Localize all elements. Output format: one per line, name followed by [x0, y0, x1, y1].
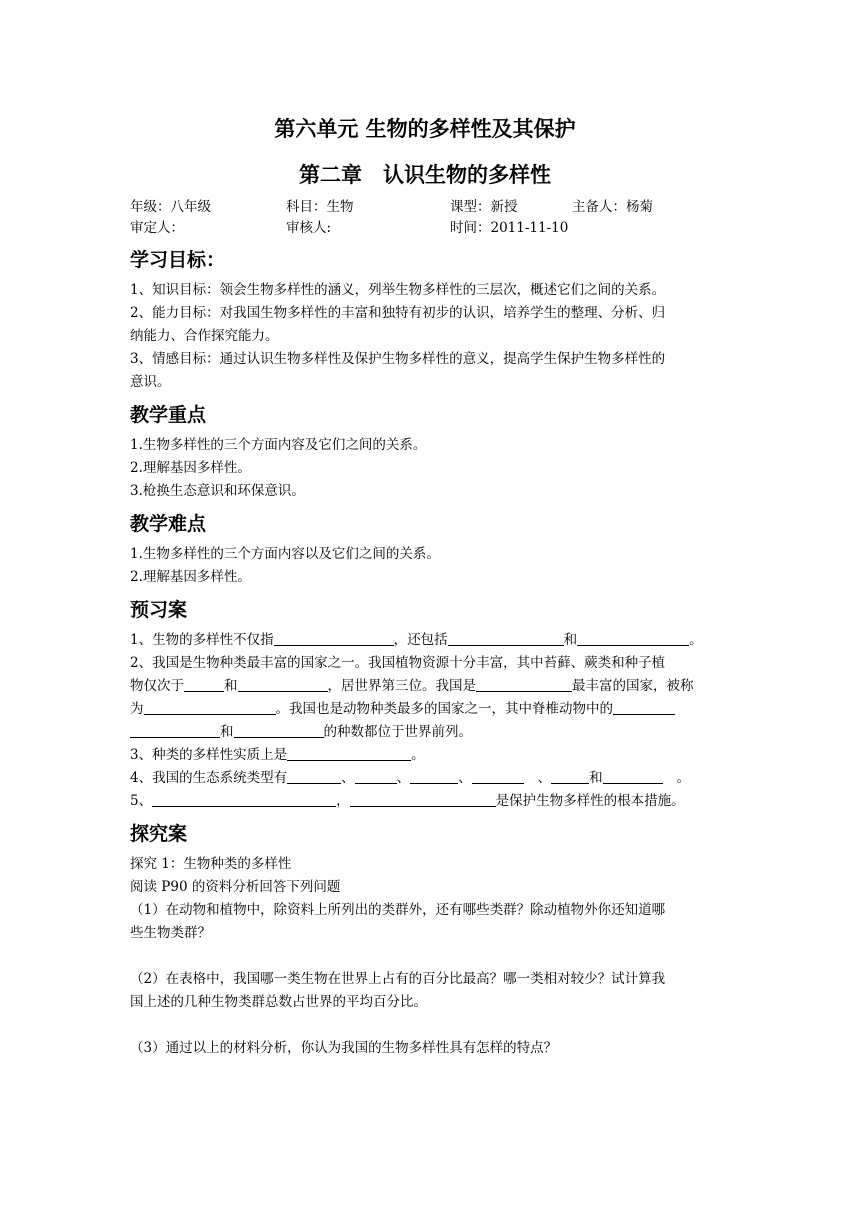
objective-line: 纳能力、合作探究能力。 — [130, 328, 279, 344]
answer-blank[interactable] — [184, 676, 224, 692]
objective-line: 1、知识目标：领会生物多样性的涵义，列举生物多样性的三层次，概述它们之间的关系。 — [130, 282, 666, 298]
key-point-item: 3.枪换生态意识和环保意识。 — [130, 483, 305, 499]
worksheet-page — [130, 108, 730, 1060]
answer-blank[interactable] — [287, 768, 341, 784]
answer-blank[interactable] — [476, 676, 572, 692]
key-point-item: 2.理解基因多样性。 — [130, 460, 251, 476]
answer-blank[interactable] — [448, 630, 564, 646]
meta-row-1 — [130, 197, 730, 218]
explore-title: 探究 1：生物种类的多样性 — [130, 856, 292, 872]
chapter-title: 第二章 认识生物的多样性 — [299, 163, 551, 187]
explore-question-1: （1）在动物和植物中，除资料上所列出的类群外，还有哪些类群？除动植物外你还知道哪 — [130, 902, 666, 918]
difficulty-item: 1.生物多样性的三个方面内容以及它们之间的关系。 — [130, 546, 440, 562]
explore-question-2: （2）在表格中，我国哪一类生物在世界上占有的百分比最高？哪一类相对较少？试计算我 — [130, 971, 666, 987]
answer-blank[interactable] — [287, 745, 411, 761]
answer-blank[interactable] — [152, 791, 336, 807]
unit-title: 第六单元 生物的多样性及其保护 — [274, 117, 576, 141]
meta-subject: 科目：生物 — [286, 199, 354, 215]
meta-reviewer: 审定人： — [130, 220, 184, 236]
answer-blank[interactable] — [234, 722, 324, 738]
preview-question-5: 5、 ， 是保护生物多样性的根本措施。 — [130, 793, 685, 809]
preview-question-2-cont: 和 的种数都位于世界前列。 — [130, 721, 730, 744]
meta-grade: 年级：八年级 — [130, 199, 211, 215]
meta-checker: 审核人: — [286, 220, 332, 236]
answer-blank[interactable] — [130, 722, 220, 738]
key-points-heading: 教学重点 — [130, 404, 207, 426]
answer-blank[interactable] — [274, 630, 394, 646]
key-point-item: 1.生物多样性的三个方面内容及它们之间的关系。 — [130, 437, 427, 453]
meta-row-2 — [130, 218, 730, 239]
meta-time: 时间：2011-11-10 — [450, 220, 569, 236]
explore-question-1-cont: 些生物类群？ — [130, 925, 211, 941]
difficulty-item: 2.理解基因多样性。 — [130, 569, 251, 585]
answer-blank[interactable] — [410, 768, 458, 784]
preview-question-4: 4、我国的生态系统类型有 、 、 、 、 和 。 — [130, 770, 691, 786]
objective-line: 意识。 — [130, 374, 171, 390]
answer-blank[interactable] — [472, 768, 524, 784]
explore-intro: 阅读 P90 的资料分析回答下列问题 — [130, 879, 341, 895]
answer-blank[interactable] — [577, 630, 689, 646]
explore-question-2-cont: 国上述的几种生物类群总数占世界的平均百分比。 — [130, 994, 427, 1010]
preview-question-2: 2、我国是生物种类最丰富的国家之一。我国植物资源十分丰富，其中苔藓、蕨类和种子植 — [130, 655, 666, 671]
preview-question-3: 3、种类的多样性实质上是 。 — [130, 747, 425, 763]
answer-blank[interactable] — [355, 768, 397, 784]
answer-blank[interactable] — [603, 768, 663, 784]
explore-heading: 探究案 — [130, 823, 188, 845]
objectives-heading: 学习目标： — [130, 249, 226, 271]
preview-heading: 预习案 — [130, 599, 188, 621]
meta-preparer: 主备人：杨菊 — [572, 199, 653, 215]
answer-blank[interactable] — [144, 699, 276, 715]
answer-blank[interactable] — [350, 791, 496, 807]
answer-blank[interactable] — [551, 768, 589, 784]
preview-question-2-cont: 物仅次于 和 ，居世界第三位。我国是 最丰富的国家，被称 — [130, 678, 694, 694]
answer-blank[interactable] — [238, 676, 328, 692]
answer-blank[interactable] — [613, 699, 675, 715]
objective-line: 3、情感目标：通过认识生物多样性及保护生物多样性的意义，提高学生保护生物多样性的 — [130, 351, 666, 367]
meta-lesson-type: 课型：新授 — [450, 199, 518, 215]
explore-question-3: （3）通过以上的材料分析，你认为我国的生物多样性具有怎样的特点？ — [130, 1040, 558, 1056]
difficulties-heading: 教学难点 — [130, 513, 207, 535]
objective-line: 2、能力目标：对我国生物多样性的丰富和独特有初步的认识，培养学生的整理、分析、归 — [130, 305, 666, 321]
preview-question-1: 1、生物的多样性不仅指 ，还包括 和 。 — [130, 632, 703, 648]
preview-question-2-cont: 为 。我国也是动物种类最多的国家之一，其中脊椎动物中的 — [130, 698, 730, 721]
